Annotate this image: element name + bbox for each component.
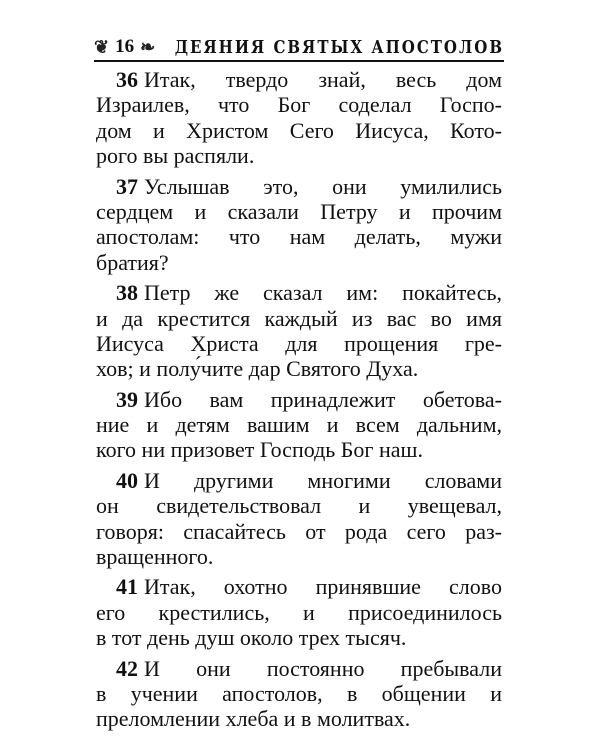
verse-line-text: его крестились, и присоединилось (96, 599, 502, 625)
verse-line (96, 224, 502, 249)
verse-line-text: в учении апостолов, в общении и (96, 680, 502, 706)
verse-line (96, 519, 502, 544)
verse-line-text: дом и Христом Сего Иисуса, Кото- (96, 117, 502, 143)
verse-number: 41 (116, 574, 138, 600)
verse-line (96, 706, 502, 731)
verse-line-text: Иисуса Христа для прощения гре- (96, 330, 502, 356)
verse-line-text: вращенного. (96, 544, 214, 570)
verse-line-text: говоря: спасайтесь от рода сего раз- (96, 518, 502, 544)
verse-number: 37 (116, 173, 138, 199)
verse-line-text: он свидетельствовал и увещевал, (96, 493, 502, 519)
verse-line-text: апостолам: что нам делать, мужи (96, 224, 502, 250)
verse-line (96, 625, 502, 650)
verse-line (96, 387, 502, 412)
fleuron-right-icon: ❧ (140, 36, 156, 57)
verse-40 (96, 468, 502, 570)
verse-line (96, 199, 502, 224)
fleuron-left-icon: ❦ (94, 36, 110, 57)
verse-number: 42 (116, 655, 138, 681)
verse-line-text: в тот день душ около трех тысяч. (96, 625, 407, 651)
verse-line-text: Итак, охотно принявшие слово (144, 574, 502, 600)
verse-line-text: Ибо вам принадлежит обетова- (144, 386, 502, 412)
verse-line (96, 331, 502, 356)
verse-line (96, 437, 502, 462)
verse-line-text: кого ни призовет Господь Бог наш. (96, 437, 423, 463)
verse-37 (96, 174, 502, 276)
verse-line (96, 356, 502, 381)
verse-line (96, 412, 502, 437)
verse-line-text: Израилев, что Бог соделал Госпо- (96, 92, 502, 118)
verse-number: 40 (116, 467, 138, 493)
running-header (94, 34, 504, 62)
verse-line (96, 656, 502, 681)
verse-line (96, 681, 502, 706)
verse-39 (96, 387, 502, 463)
verse-line (96, 280, 502, 305)
verse-line-text: И другими многими словами (144, 467, 502, 493)
verse-line-text: ние и детям вашим и всем дальним, (96, 412, 502, 438)
verse-line (96, 92, 502, 117)
scripture-text (96, 67, 502, 737)
verse-line (96, 67, 502, 92)
verse-line-text: преломлении хлеба и в молитвах. (96, 706, 411, 732)
verse-line-text: рого вы распяли. (96, 143, 255, 169)
verse-line (96, 174, 502, 199)
verse-36 (96, 67, 502, 169)
verse-line (96, 250, 502, 275)
verse-number: 38 (116, 280, 138, 306)
page-number-group (94, 36, 155, 58)
page-number: 16 (115, 36, 135, 57)
verse-41 (96, 574, 502, 650)
book-title: ДЕЯНИЯ СВЯТЫХ АПОСТОЛОВ (174, 36, 504, 58)
verse-42 (96, 656, 502, 732)
verse-line (96, 143, 502, 168)
verse-line (96, 544, 502, 569)
verse-line-text: Петр же сказал им: покайтесь, (144, 280, 502, 306)
verse-line-text: сердцем и сказали Петру и прочим (96, 198, 502, 224)
verse-line (96, 493, 502, 518)
verse-line-text: и да крестится каждый из вас во имя (96, 305, 502, 331)
verse-line (96, 600, 502, 625)
verse-number: 39 (116, 386, 138, 412)
verse-line-text: хов; и полу́чите дар Святого Духа. (96, 356, 419, 382)
verse-38 (96, 280, 502, 382)
verse-line (96, 468, 502, 493)
verse-line-text: И они постоянно пребывали (144, 655, 502, 681)
verse-line-text: Услышав это, они умилились (144, 173, 502, 199)
verse-line-text: Итак, твердо знай, весь дом (144, 67, 502, 92)
verse-line (96, 118, 502, 143)
verse-line (96, 306, 502, 331)
verse-line (96, 574, 502, 599)
verse-line-text: братия? (96, 249, 169, 275)
verse-number: 36 (116, 67, 138, 92)
